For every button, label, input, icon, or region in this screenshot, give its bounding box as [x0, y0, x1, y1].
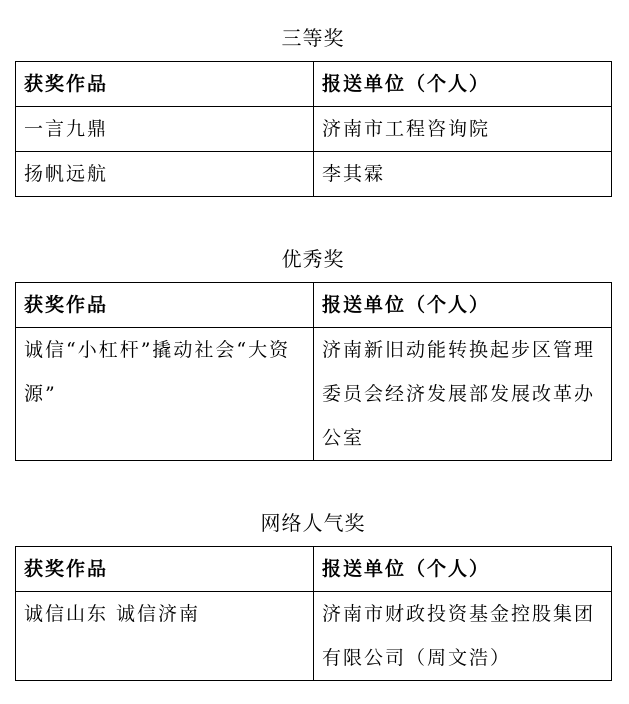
- header-unit: 报送单位（个人）: [314, 547, 612, 592]
- header-work: 获奖作品: [16, 283, 314, 328]
- award-table: [15, 546, 612, 681]
- table-row: [16, 107, 612, 152]
- header-work: 获奖作品: [16, 547, 314, 592]
- section-title: 三等奖: [281, 26, 345, 50]
- cell-work: 诚信山东 诚信济南: [16, 592, 314, 681]
- section-title: 优秀奖: [281, 247, 345, 271]
- section-third-prize: [15, 26, 611, 197]
- header-unit: 报送单位（个人）: [314, 62, 612, 107]
- table-row: [16, 592, 612, 681]
- section-excellence-prize: [15, 247, 611, 461]
- section-title: 网络人气奖: [260, 511, 366, 535]
- award-table: [15, 282, 612, 461]
- cell-unit: 李其霖: [314, 152, 612, 197]
- table-header-row: [16, 62, 612, 107]
- cell-work: 诚信“小杠杆”撬动社会“大资源”: [16, 328, 314, 461]
- section-popularity-prize: [15, 511, 611, 681]
- header-work: 获奖作品: [16, 62, 314, 107]
- table-header-row: [16, 283, 612, 328]
- table-row: [16, 328, 612, 461]
- award-table: [15, 61, 612, 197]
- header-unit: 报送单位（个人）: [314, 283, 612, 328]
- cell-unit: 济南新旧动能转换起步区管理委员会经济发展部发展改革办公室: [314, 328, 612, 461]
- cell-work: 一言九鼎: [16, 107, 314, 152]
- table-header-row: [16, 547, 612, 592]
- table-row: [16, 152, 612, 197]
- cell-unit: 济南市财政投资基金控股集团有限公司（周文浩）: [314, 592, 612, 681]
- cell-work: 扬帆远航: [16, 152, 314, 197]
- cell-unit: 济南市工程咨询院: [314, 107, 612, 152]
